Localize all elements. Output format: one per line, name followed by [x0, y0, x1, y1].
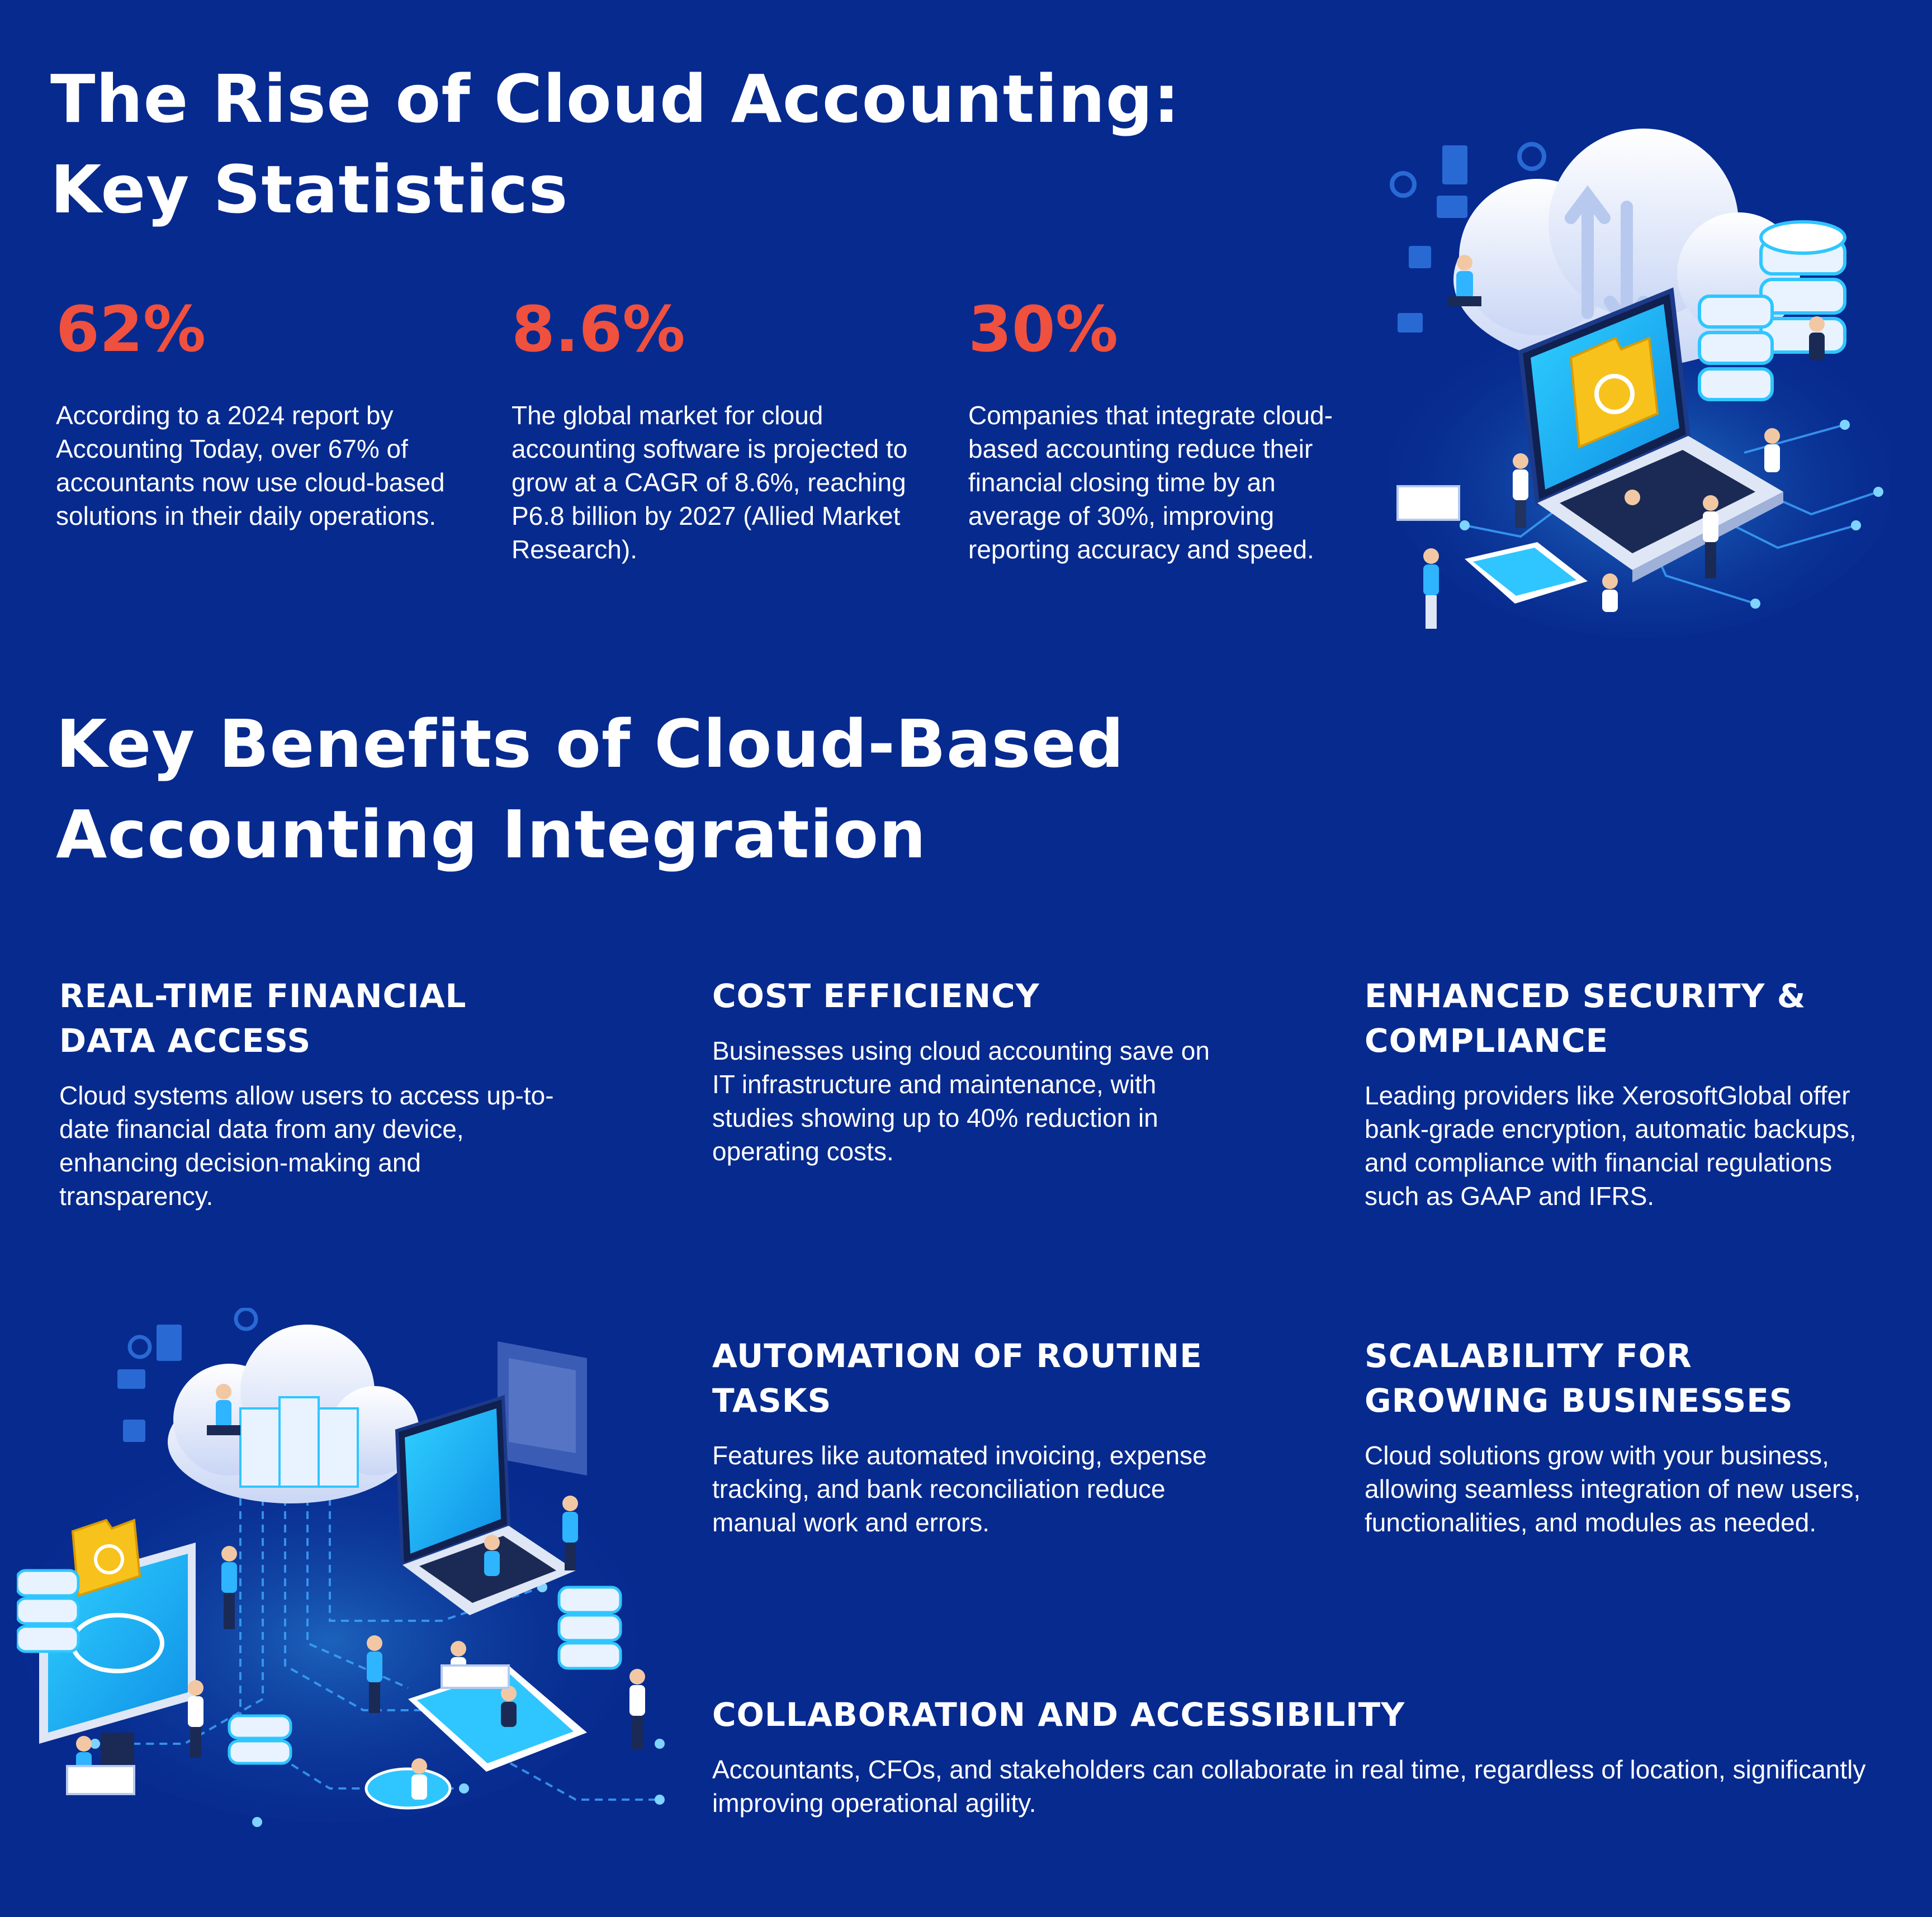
- benefit-title: COMPLIANCE: [1365, 1022, 1609, 1060]
- stat-description: The global market for cloud accounting software is projected to grow at a CAGR of 8.6%, reaching P6.8 billion by 2027 (Allied Market Research).: [512, 401, 908, 564]
- page-title-line2: Key Statistics: [50, 151, 569, 228]
- floating-panel: [498, 1341, 587, 1475]
- benefit-scalability: [1365, 1334, 1868, 1539]
- benefit-text: Accountants, CFOs, and stakeholders can collaborate in real time, regardless of location, significantly improving operational agility.: [712, 1755, 1866, 1818]
- stat-value: 8.6%: [512, 293, 685, 366]
- benefit-text: Cloud systems allow users to access up-to-date financial data from any device, enhancing decision-making and transparency.: [59, 1081, 554, 1211]
- stat-block-2: [512, 293, 914, 566]
- benefit-title: SCALABILITY FOR: [1365, 1337, 1692, 1375]
- benefit-collaboration: [712, 1692, 1886, 1820]
- desk-icon: [1398, 486, 1459, 520]
- stat-description: According to a 2024 report by Accounting Today, over 67% of accountants now use cloud-based solutions in their daily operations.: [56, 401, 445, 530]
- benefit-title: ENHANCED SECURITY &: [1365, 977, 1806, 1015]
- stat-block-1: [56, 293, 458, 533]
- benefit-title: GROWING BUSINESSES: [1365, 1382, 1793, 1420]
- benefit-text: Features like automated invoicing, expense tracking, and bank reconciliation reduce manual work and errors.: [712, 1441, 1207, 1537]
- stat-block-3: [968, 293, 1371, 566]
- cloud-icon: [168, 1325, 419, 1503]
- benefit-automation: [712, 1334, 1238, 1539]
- benefit-title: TASKS: [712, 1382, 832, 1420]
- benefit-real-time-data: [59, 974, 562, 1213]
- benefit-text: Businesses using cloud accounting save on IT infrastructure and maintenance, with studies showing up to 40% reduction in operating costs.: [712, 1036, 1210, 1166]
- benefits-heading: [56, 699, 1398, 880]
- benefit-title: DATA ACCESS: [59, 1022, 311, 1060]
- benefit-text: Leading providers like XerosoftGlobal offer bank-grade encryption, automatic backups, and compliance with financial regulations such as GAAP and IFRS.: [1365, 1081, 1857, 1211]
- benefit-security-compliance: [1365, 974, 1868, 1213]
- benefits-heading-line1: Key Benefits of Cloud-Based: [56, 705, 1125, 782]
- stat-value: 30%: [968, 293, 1119, 366]
- benefit-cost-efficiency: [712, 974, 1227, 1168]
- desk-icon: [67, 1766, 134, 1794]
- benefit-title: AUTOMATION OF ROUTINE: [712, 1337, 1202, 1375]
- benefit-text: Cloud solutions grow with your business, allowing seamless integration of new users, functionalities, and modules as needed.: [1365, 1441, 1861, 1537]
- benefit-title: COST EFFICIENCY: [712, 977, 1040, 1015]
- desk-icon: [442, 1665, 509, 1688]
- benefit-title: COLLABORATION AND ACCESSIBILITY: [712, 1696, 1405, 1734]
- stat-description: Companies that integrate cloud-based accounting reduce their financial closing time by an average of 30%, improving reporting accuracy and speed.: [968, 401, 1333, 564]
- isometric-cloud-network-illustration: [17, 1308, 688, 1833]
- stat-value: 62%: [56, 293, 206, 366]
- isometric-cloud-laptop-illustration: [1353, 112, 1890, 659]
- page-title-line1: The Rise of Cloud Accounting:: [50, 60, 1181, 137]
- benefits-heading-line2: Accounting Integration: [56, 796, 927, 873]
- page-title: [50, 54, 1280, 235]
- benefit-title: REAL-TIME FINANCIAL: [59, 977, 467, 1015]
